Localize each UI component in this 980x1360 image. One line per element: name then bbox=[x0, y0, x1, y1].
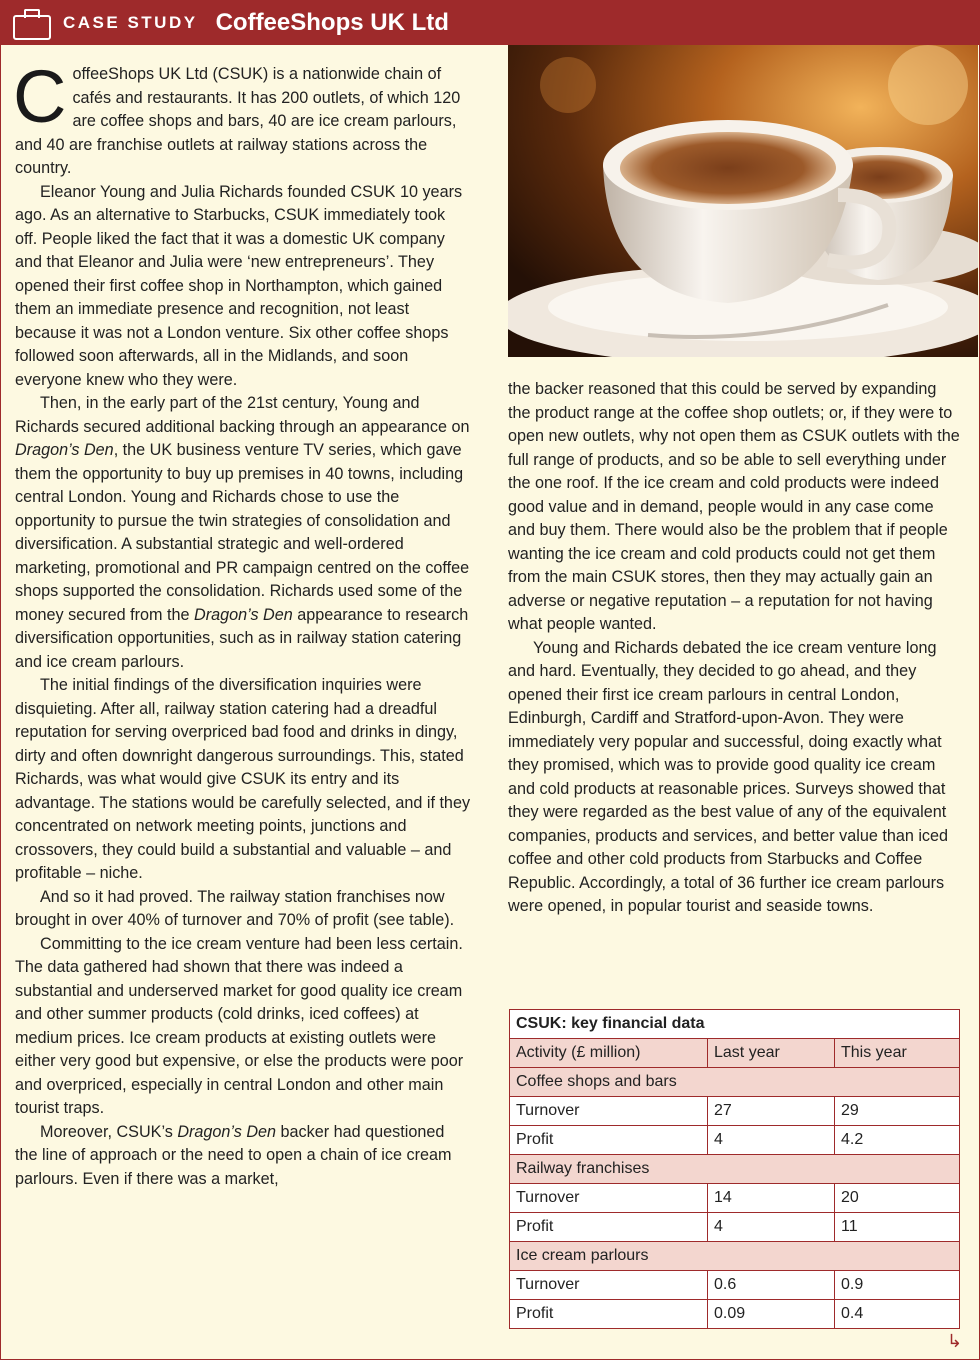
briefcase-icon bbox=[13, 8, 51, 38]
table-row: Profit 0.09 0.4 bbox=[510, 1300, 960, 1329]
case-study-header bbox=[1, 1, 979, 45]
table-row: Turnover 27 29 bbox=[510, 1097, 960, 1126]
table-row: Profit 4 11 bbox=[510, 1213, 960, 1242]
drop-cap: C bbox=[13, 55, 67, 138]
paragraph-1: CoffeeShops UK Ltd (CSUK) is a nationwide chain of cafés and restaurants. It has 200 outlets, of which 120 are coffee shops and bars, 40 are ice cream parlours, and 40 are franchise outlets at railway stations across the country. bbox=[13, 55, 461, 177]
paragraph-9: Young and Richards debated the ice cream venture long and hard. Eventually, they decided to go ahead, and they opened their first ice cream parlours in central London, Edinburgh, Cardiff and Stratford-upon-Avon. They were immediately very popular and successful, doing exactly what they promised, which was to provide good quality ice cream and cold products at reasonable prices. Surveys showed that they were regarded as the best value of any of the equivalent companies, products and services, and better value than iced coffee and other cold products from Starbucks and Coffee Republic. Accordingly, a total of 36 further ice cream parlours were opened, in popular tourist and seaside towns. bbox=[508, 638, 949, 915]
table-section-row: Railway franchises bbox=[510, 1155, 960, 1184]
table-row: Turnover 0.6 0.9 bbox=[510, 1271, 960, 1300]
paragraph-5: And so it had proved. The railway station franchises now brought in over 40% of turnover and 70% of profit (see table). bbox=[15, 887, 455, 929]
paragraph-3: Then, in the early part of the 21st century, Young and Richards secured additional backing through an appearance on Dragon’s Den, the UK business venture TV series, which gave them the opportunity to buy up premises in 40 towns, including central London. Young and Richards chose to use the opportunity to pursue the twin strategies of consolidation and diversification. A substantial strategic and well-ordered marketing, promotional and PR campaign centred on the coffee shops supported the consolidation. Richards used some of the money secured from the Dragon’s Den appearance to research diversification opportunities, such as in railway station catering and ice cream parlours. bbox=[15, 394, 470, 671]
coffee-cups-photo bbox=[508, 45, 978, 357]
column-header-this-year: This year bbox=[835, 1039, 960, 1068]
paragraph-4: The initial findings of the diversification inquiries were disquieting. After all, railway station catering had a dreadful reputation for serving overpriced bad food and drinks in dingy, dirty and often downright dangerous surroundings. This, stated Richards, was what would give CSUK its entry and its advantage. The stations would be carefully selected, and if they concentrated on network meeting points, junctions and crossovers, they could build a substantial and valuable – and profitable – niche. bbox=[15, 676, 471, 882]
table-title: CSUK: key financial data bbox=[510, 1010, 960, 1039]
paragraph-7: Moreover, CSUK’s Dragon’s Den backer had questioned the line of approach or the need to open a chain of ice cream parlours. Even if there was a market, bbox=[15, 1122, 452, 1188]
column-header-last-year: Last year bbox=[708, 1039, 835, 1068]
paragraph-2: Eleanor Young and Julia Richards founded CSUK 10 years ago. As an alternative to Starbucks, CSUK immediately took off. People liked the fact that it was a domestic UK company and that Eleanor and Julia were ‘new entrepreneurs’. They opened their first coffee shop in Northampton, which gained them an immediate presence and recognition, not least because it was not a London venture. Six other coffee shops followed soon afterwards, all in the Midlands, and soon everyone knew who they were. bbox=[15, 182, 463, 389]
column-header-activity: Activity (£ million) bbox=[510, 1039, 708, 1068]
left-column bbox=[13, 55, 471, 1191]
paragraph-6: Committing to the ice cream venture had been less certain. The data gathered had shown that there was indeed a substantial and underserved market for good quality ice cream and other summer products (cold drinks, iced coffees) at medium prices. Ice cream products at existing outlets were either very good but expensive, or else the products were poor and overpriced, especially in central London and other main tourist traps. bbox=[15, 934, 464, 1117]
case-study-label: CASE STUDY bbox=[63, 13, 198, 32]
table-section-row: Coffee shops and bars bbox=[510, 1068, 960, 1097]
table-row: Profit 4 4.2 bbox=[510, 1126, 960, 1155]
arrow-down-right-icon: ↳ bbox=[947, 1331, 963, 1351]
table-header-row bbox=[510, 1039, 960, 1068]
paragraph-8: the backer reasoned that this could be served by expanding the product range at the coffee shop outlets; or, if they were to open new outlets, why not open them as CSUK outlets with the full range of products, and so be able to sell everything under the one roof. If the ice cream and cold products were indeed good value and in demand, people would in any case come and buy them. There would also be the problem that if people wanting the ice cream and cold products could not get them from the main CSUK stores, then they may actually gain an adverse or negative reputation – a reputation for not having what people wanted. bbox=[508, 380, 960, 633]
right-column bbox=[508, 378, 963, 919]
case-study-title: CoffeeShops UK Ltd bbox=[215, 9, 449, 36]
table-row: Turnover 14 20 bbox=[510, 1184, 960, 1213]
table-section-row: Ice cream parlours bbox=[510, 1242, 960, 1271]
financial-data-table bbox=[509, 1009, 960, 1329]
